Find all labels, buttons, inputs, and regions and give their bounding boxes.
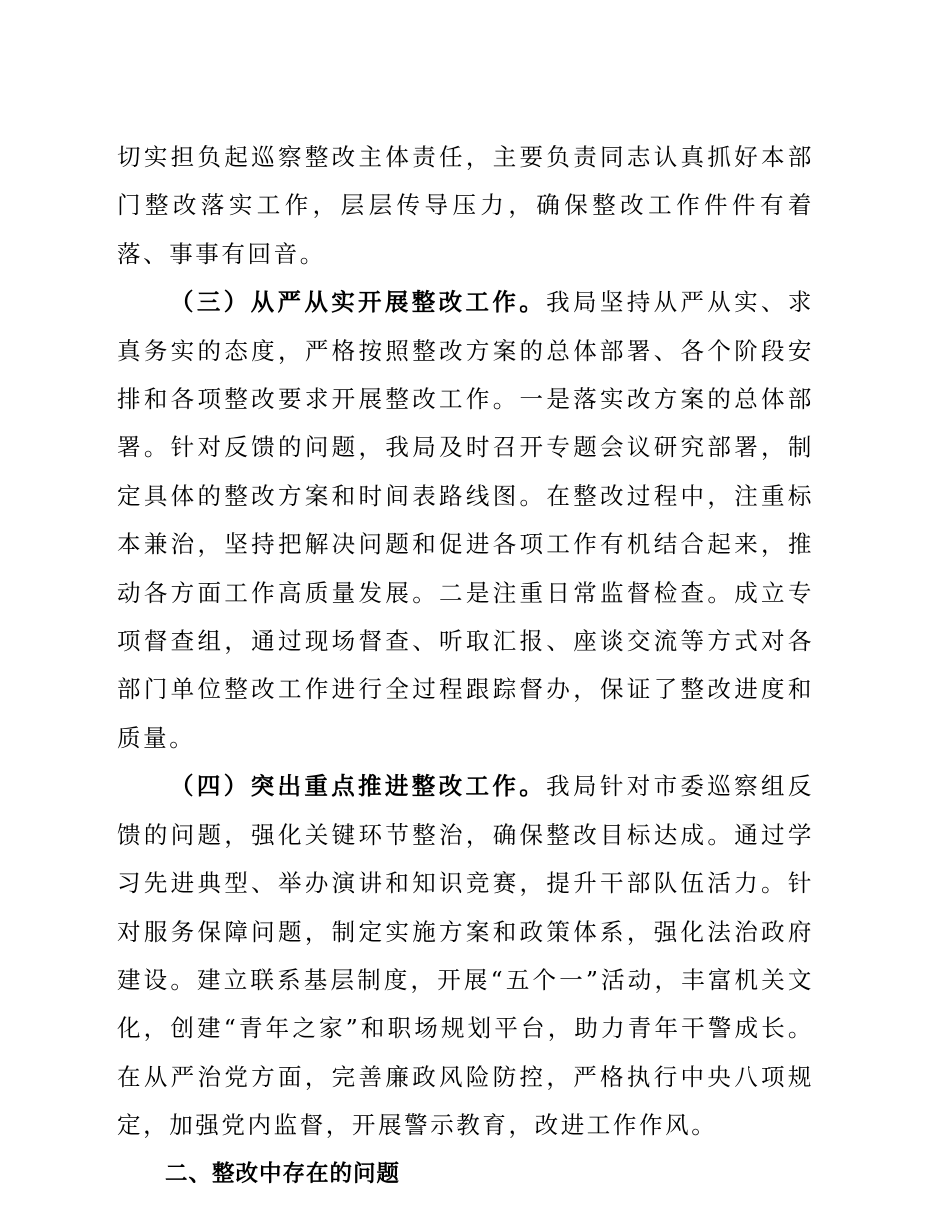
paragraph-text: 切实担负起巡察整改主体责任，主要负责同志认真抓好本部门整改落实工作，层层传导压力，确保整改工作件件有着落、事事有回音。 bbox=[117, 143, 814, 268]
document-body bbox=[117, 133, 814, 1198]
paragraph-section-3 bbox=[117, 278, 814, 762]
section-heading: 二、整改中存在的问题 bbox=[165, 1160, 401, 1187]
paragraph-section-4 bbox=[117, 762, 814, 1149]
paragraph-text: 我局坚持从严从实、求真务实的态度，严格按照整改方案的总体部署、各个阶段安排和各项整改要求开展整改工作。一是落实改方案的总体部署。针对反馈的问题，我局及时召开专题会议研究部署，制定具体的整改方案和时间表路线图。在整改过程中，注重标本兼治，坚持把解决问题和促进各项工作有机结合起来，推动各方面工作高质量发展。二是注重日常监督检查。成立专项督查组，通过现场督查、听取汇报、座谈交流等方式对各部门单位整改工作进行全过程跟踪督办，保证了整改进度和质量。 bbox=[117, 288, 814, 752]
paragraph-continued bbox=[117, 133, 814, 278]
paragraph-lead-title: （四）突出重点推进整改工作。 bbox=[170, 772, 547, 801]
paragraph-text: 我局针对市委巡察组反馈的问题，强化关键环节整治，确保整改目标达成。通过学习先进典型、举办演讲和知识竞赛，提升干部队伍活力。针对服务保障问题，制定实施方案和政策体系，强化法治政府建设。建立联系基层制度，开展“五个一”活动，丰富机关文化，创建“青年之家”和职场规划平台，助力青年干警成长。在从严治党方面，完善廉政风险防控，严格执行中央八项规定，加强党内监督，开展警示教育，改进工作作风。 bbox=[117, 772, 814, 1140]
paragraph-lead-title: （三）从严从实开展整改工作。 bbox=[170, 288, 547, 317]
